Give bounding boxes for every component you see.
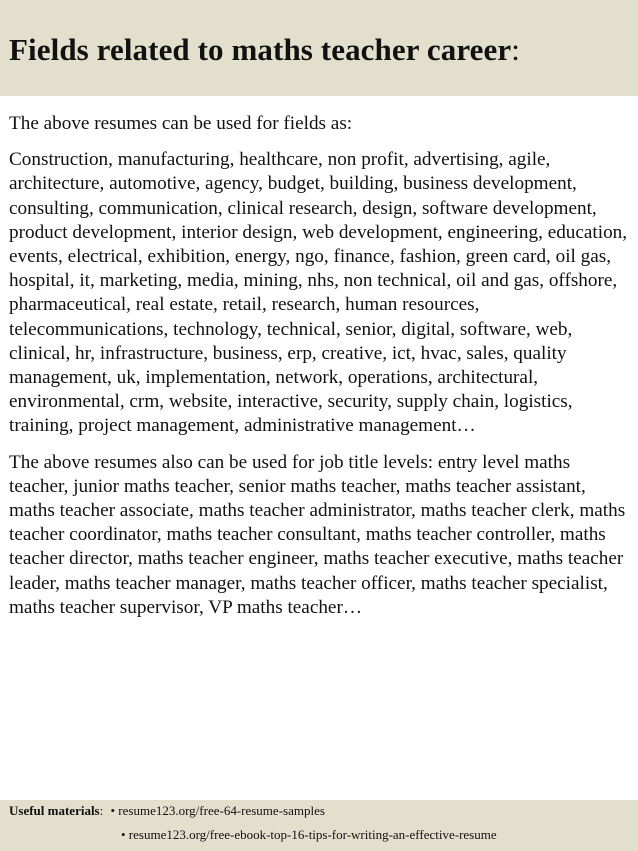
- header-bar: [0, 0, 638, 96]
- footer-label: Useful materials: [9, 803, 100, 818]
- footer-link-ebook[interactable]: • resume123.org/free-ebook-top-16-tips-for-writing-an-effective-resume: [121, 827, 497, 842]
- page-title: [9, 30, 520, 70]
- footer-link-samples[interactable]: • resume123.org/free-64-resume-samples: [110, 803, 325, 818]
- footer-row-1: [9, 799, 325, 822]
- fields-paragraph: Construction, manufacturing, healthcare, non profit, advertising, agile, architecture, automotive, agency, budget, building, business development, consulting, communication, clinical research, design, software development, product development, interior design, web development, engineering, education, events, electrical, exhibition, energy, ngo, finance, fashion, green card, oil gas, hospital, it, marketing, media, mining, nhs, non technical, oil and gas, offshore, pharmaceutical, real estate, retail, research, human resources, telecommunications, technology, technical, senior, digital, software, web, clinical, hr, infrastructure, business, erp, creative, ict, hvac, sales, quality management, uk, implementation, network, operations, architectural, environmental, crm, website, interactive, security, supply chain, logistics, training, project management, administrative management…: [9, 149, 628, 437]
- footer-bar: [0, 800, 638, 851]
- main-content: [9, 112, 633, 620]
- job-levels-paragraph: The above resumes also can be used for job title levels: entry level maths teacher, junior maths teacher, senior maths teacher, maths teacher assistant, maths teacher associate, maths teacher administrator, maths teacher clerk, maths teacher coordinator, maths teacher consultant, maths teacher controller, maths teacher director, maths teacher engineer, maths teacher executive, maths teacher leader, maths teacher manager, maths teacher officer, maths teacher specialist, maths teacher supervisor, VP maths teacher…: [9, 451, 626, 618]
- page-title-colon: :: [511, 32, 520, 67]
- page-title-text: Fields related to maths teacher career: [9, 32, 512, 67]
- intro-paragraph: The above resumes can be used for fields as:: [9, 113, 353, 134]
- footer-label-colon: :: [99, 803, 104, 818]
- footer-row-2: [121, 823, 497, 846]
